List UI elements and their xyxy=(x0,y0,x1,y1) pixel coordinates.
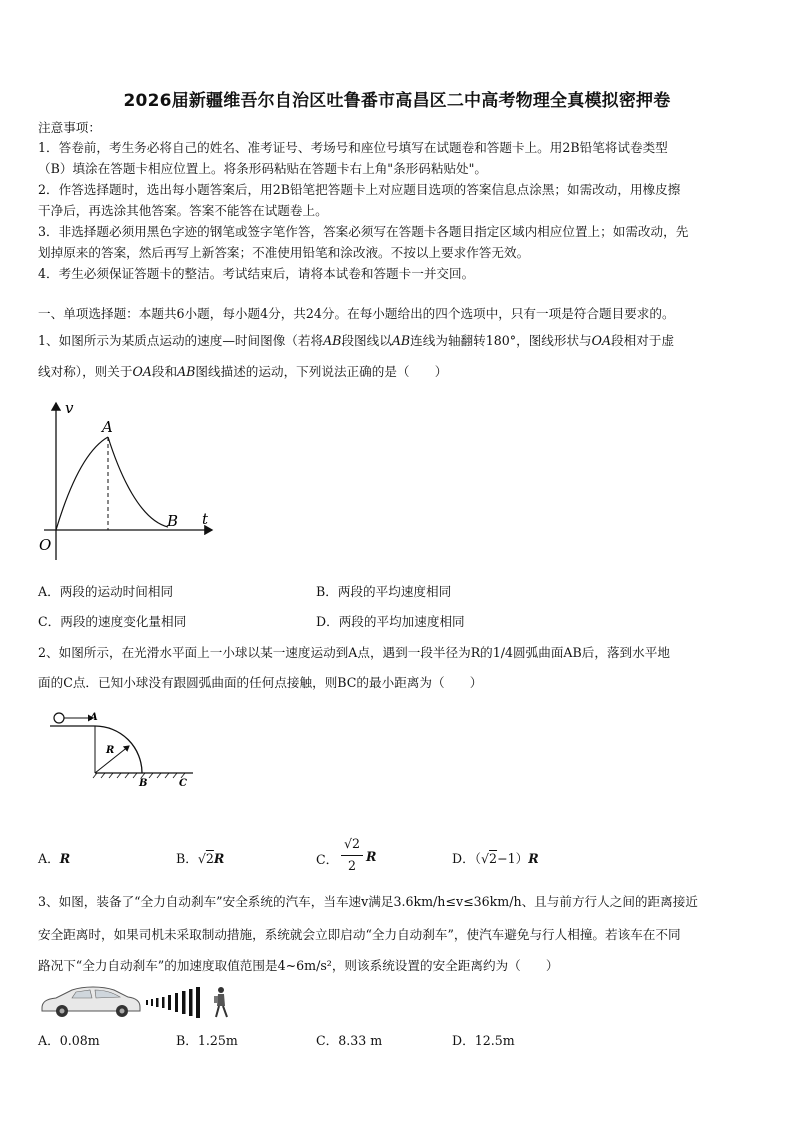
notice-heading: 注意事项： xyxy=(38,120,101,135)
notice-line-2: （B）填涂在答题卡相应位置上。将条形码粘贴在答题卡右上角"条形码粘贴处"。 xyxy=(38,161,488,176)
q1-option-c[interactable]: C．两段的速度变化量相同 xyxy=(38,614,187,629)
q3-stem-line-2: 安全距离时，如果司机未采取制动措施，系统就会立即启动“全力自动刹车”，使汽车避免与行人相撞。若该车在不同 xyxy=(38,927,681,942)
q3-option-c[interactable]: C．8.33 m xyxy=(316,1033,383,1048)
curve-oa xyxy=(56,437,108,530)
label-b: B xyxy=(139,778,148,789)
notice-line-6: 划掉原来的答案，然后再写上新答案；不准使用铅笔和涂改液。不按以上要求作答无效。 xyxy=(38,245,530,260)
q3-option-d[interactable]: D．12.5m xyxy=(452,1033,515,1048)
q1-vt-graph xyxy=(30,395,220,565)
curve-ab xyxy=(108,437,168,527)
label-c: C xyxy=(179,778,187,789)
pedestrian-icon xyxy=(214,987,227,1017)
t-label: t xyxy=(202,510,209,528)
point-b-label: B xyxy=(167,512,179,530)
sensor-waves xyxy=(146,987,200,1018)
label-r: R xyxy=(106,745,115,756)
q1-option-b[interactable]: B．两段的平均速度相同 xyxy=(316,584,452,599)
q1-option-a[interactable]: A．两段的运动时间相同 xyxy=(38,584,174,599)
q3-option-a[interactable]: A．0.08m xyxy=(38,1033,100,1048)
notice-line-1: 1．答卷前，考生务必将自己的姓名、准考证号、考场号和座位号填写在试题卷和答题卡上。用2B铅笔将试卷类型 xyxy=(38,140,668,155)
notice-line-7: 4．考生必须保证答题卡的整洁。考试结束后，请将本试卷和答题卡一并交回。 xyxy=(38,266,475,281)
notice-line-5: 3．非选择题必须用黑色字迹的钢笔或签字笔作答，答案必须写在答题卡各题目指定区域内相应位置上；如需改动，先 xyxy=(38,224,689,239)
notice-line-4: 干净后，再选涂其他答案。答案不能答在试题卷上。 xyxy=(38,203,328,218)
point-a-label: A xyxy=(102,418,113,436)
notice-line-3: 2．作答选择题时，选出每小题答案后，用2B铅笔把答题卡上对应题目选项的答案信息点涂黑；如需改动，用橡皮擦 xyxy=(38,182,681,197)
origin-label: O xyxy=(39,536,52,554)
q3-stem-line-1: 3、如图，装备了“全力自动刹车”安全系统的汽车，当车速v满足3.6km/h≤v≤36km/h、且与前方行人之间的距离接近 xyxy=(38,894,698,909)
q2-arc-figure xyxy=(45,706,205,791)
q3-car-figure xyxy=(38,982,238,1022)
arc-ab xyxy=(95,726,142,773)
q3-option-b[interactable]: B．1.25m xyxy=(176,1033,238,1048)
ball xyxy=(54,713,64,723)
q2-stem-line-1: 2、如图所示，在光滑水平面上一小球以某一速度运动到A点，遇到一段半径为R的1/4圆弧曲面AB后，落到水平地 xyxy=(38,645,670,660)
section-heading: 一、单项选择题：本题共6小题，每小题4分，共24分。在每小题给出的四个选项中，只有一项是符合题目要求的。 xyxy=(38,306,675,321)
q2-option-b[interactable]: B．√2R xyxy=(176,851,225,866)
q3-stem-line-3: 路况下“全力自动刹车”的加速度取值范围是4~6m/s²，则该系统设置的安全距离约为（ ） xyxy=(38,958,559,973)
page-title: 2026届新疆维吾尔自治区吐鲁番市高昌区二中高考物理全真模拟密押卷 xyxy=(123,91,671,111)
v-label: v xyxy=(65,399,74,417)
q2-stem-line-2: 面的C点．已知小球没有跟圆弧曲面的任何点接触，则BC的最小距离为（ ） xyxy=(38,675,483,690)
q2-option-a[interactable]: A．R xyxy=(38,851,71,866)
q1-stem-line-2: 线对称），则关于OA段和AB图线描述的运动，下列说法正确的是（ ） xyxy=(38,364,448,379)
q2-option-d[interactable]: D．（√2−1）R xyxy=(452,851,539,866)
q1-option-d[interactable]: D．两段的平均加速度相同 xyxy=(316,614,465,629)
q1-stem-line-1: 1、如图所示为某质点运动的速度—时间图像（若将AB段图线以AB连线为轴翻转180°，图线形状与OA段相对于虚 xyxy=(38,333,675,348)
car-icon xyxy=(42,987,140,1017)
label-a: A xyxy=(90,712,98,723)
